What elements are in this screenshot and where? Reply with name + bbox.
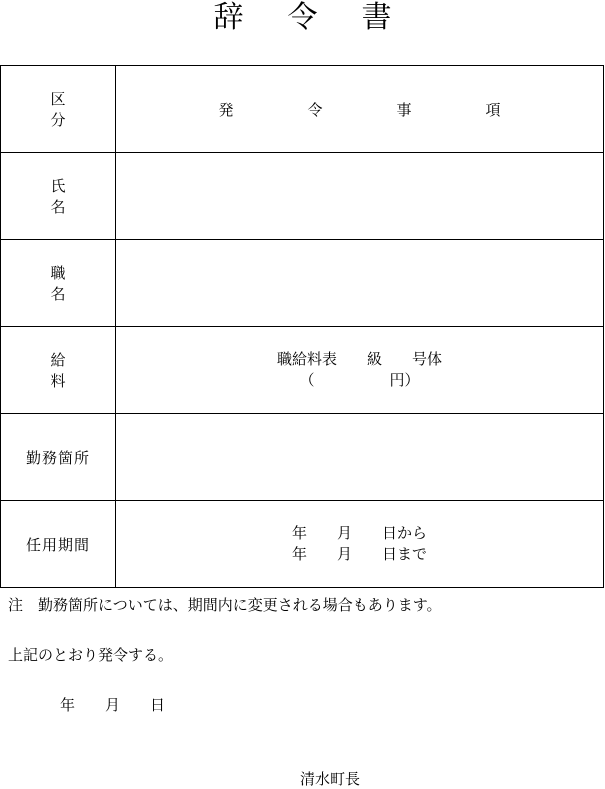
label-workplace: 勤務箇所 bbox=[25, 448, 90, 467]
table-row bbox=[1, 66, 604, 153]
salary-amount-line: （ 円） bbox=[299, 371, 420, 389]
label-job-title: 職名 bbox=[50, 264, 104, 303]
term-field[interactable] bbox=[116, 501, 604, 588]
footnote: 注 勤務箇所については、期間内に変更される場合もあります。 bbox=[8, 596, 442, 614]
label-name: 氏名 bbox=[50, 177, 104, 216]
header-appointment-items: 発令事項 bbox=[218, 100, 575, 119]
term-start-line: 年 月 日から bbox=[291, 524, 427, 542]
row-value bbox=[116, 66, 604, 153]
signatory: 清水町長 bbox=[300, 770, 361, 788]
issuance-statement: 上記のとおり発令する。 bbox=[8, 646, 174, 664]
workplace-field[interactable] bbox=[116, 414, 604, 501]
label-salary: 給料 bbox=[50, 351, 104, 390]
job-title-field[interactable] bbox=[116, 240, 604, 327]
label-term: 任用期間 bbox=[25, 535, 90, 554]
issue-date: 年 月 日 bbox=[60, 696, 166, 714]
row-label bbox=[1, 240, 116, 327]
table-row bbox=[1, 240, 604, 327]
name-field[interactable] bbox=[116, 153, 604, 240]
row-label bbox=[1, 153, 116, 240]
row-label bbox=[1, 501, 116, 588]
salary-field[interactable] bbox=[116, 327, 604, 414]
row-label bbox=[1, 327, 116, 414]
table-row bbox=[1, 414, 604, 501]
table-row bbox=[1, 501, 604, 588]
row-label bbox=[1, 414, 116, 501]
table-row bbox=[1, 153, 604, 240]
row-label bbox=[1, 66, 116, 153]
appointment-table bbox=[0, 65, 604, 588]
table-row bbox=[1, 327, 604, 414]
document-title: 辞令書 bbox=[213, 0, 436, 35]
salary-grade-line: 職給料表 級 号体 bbox=[276, 350, 442, 368]
label-category: 区分 bbox=[50, 90, 104, 129]
term-end-line: 年 月 日まで bbox=[291, 545, 427, 563]
